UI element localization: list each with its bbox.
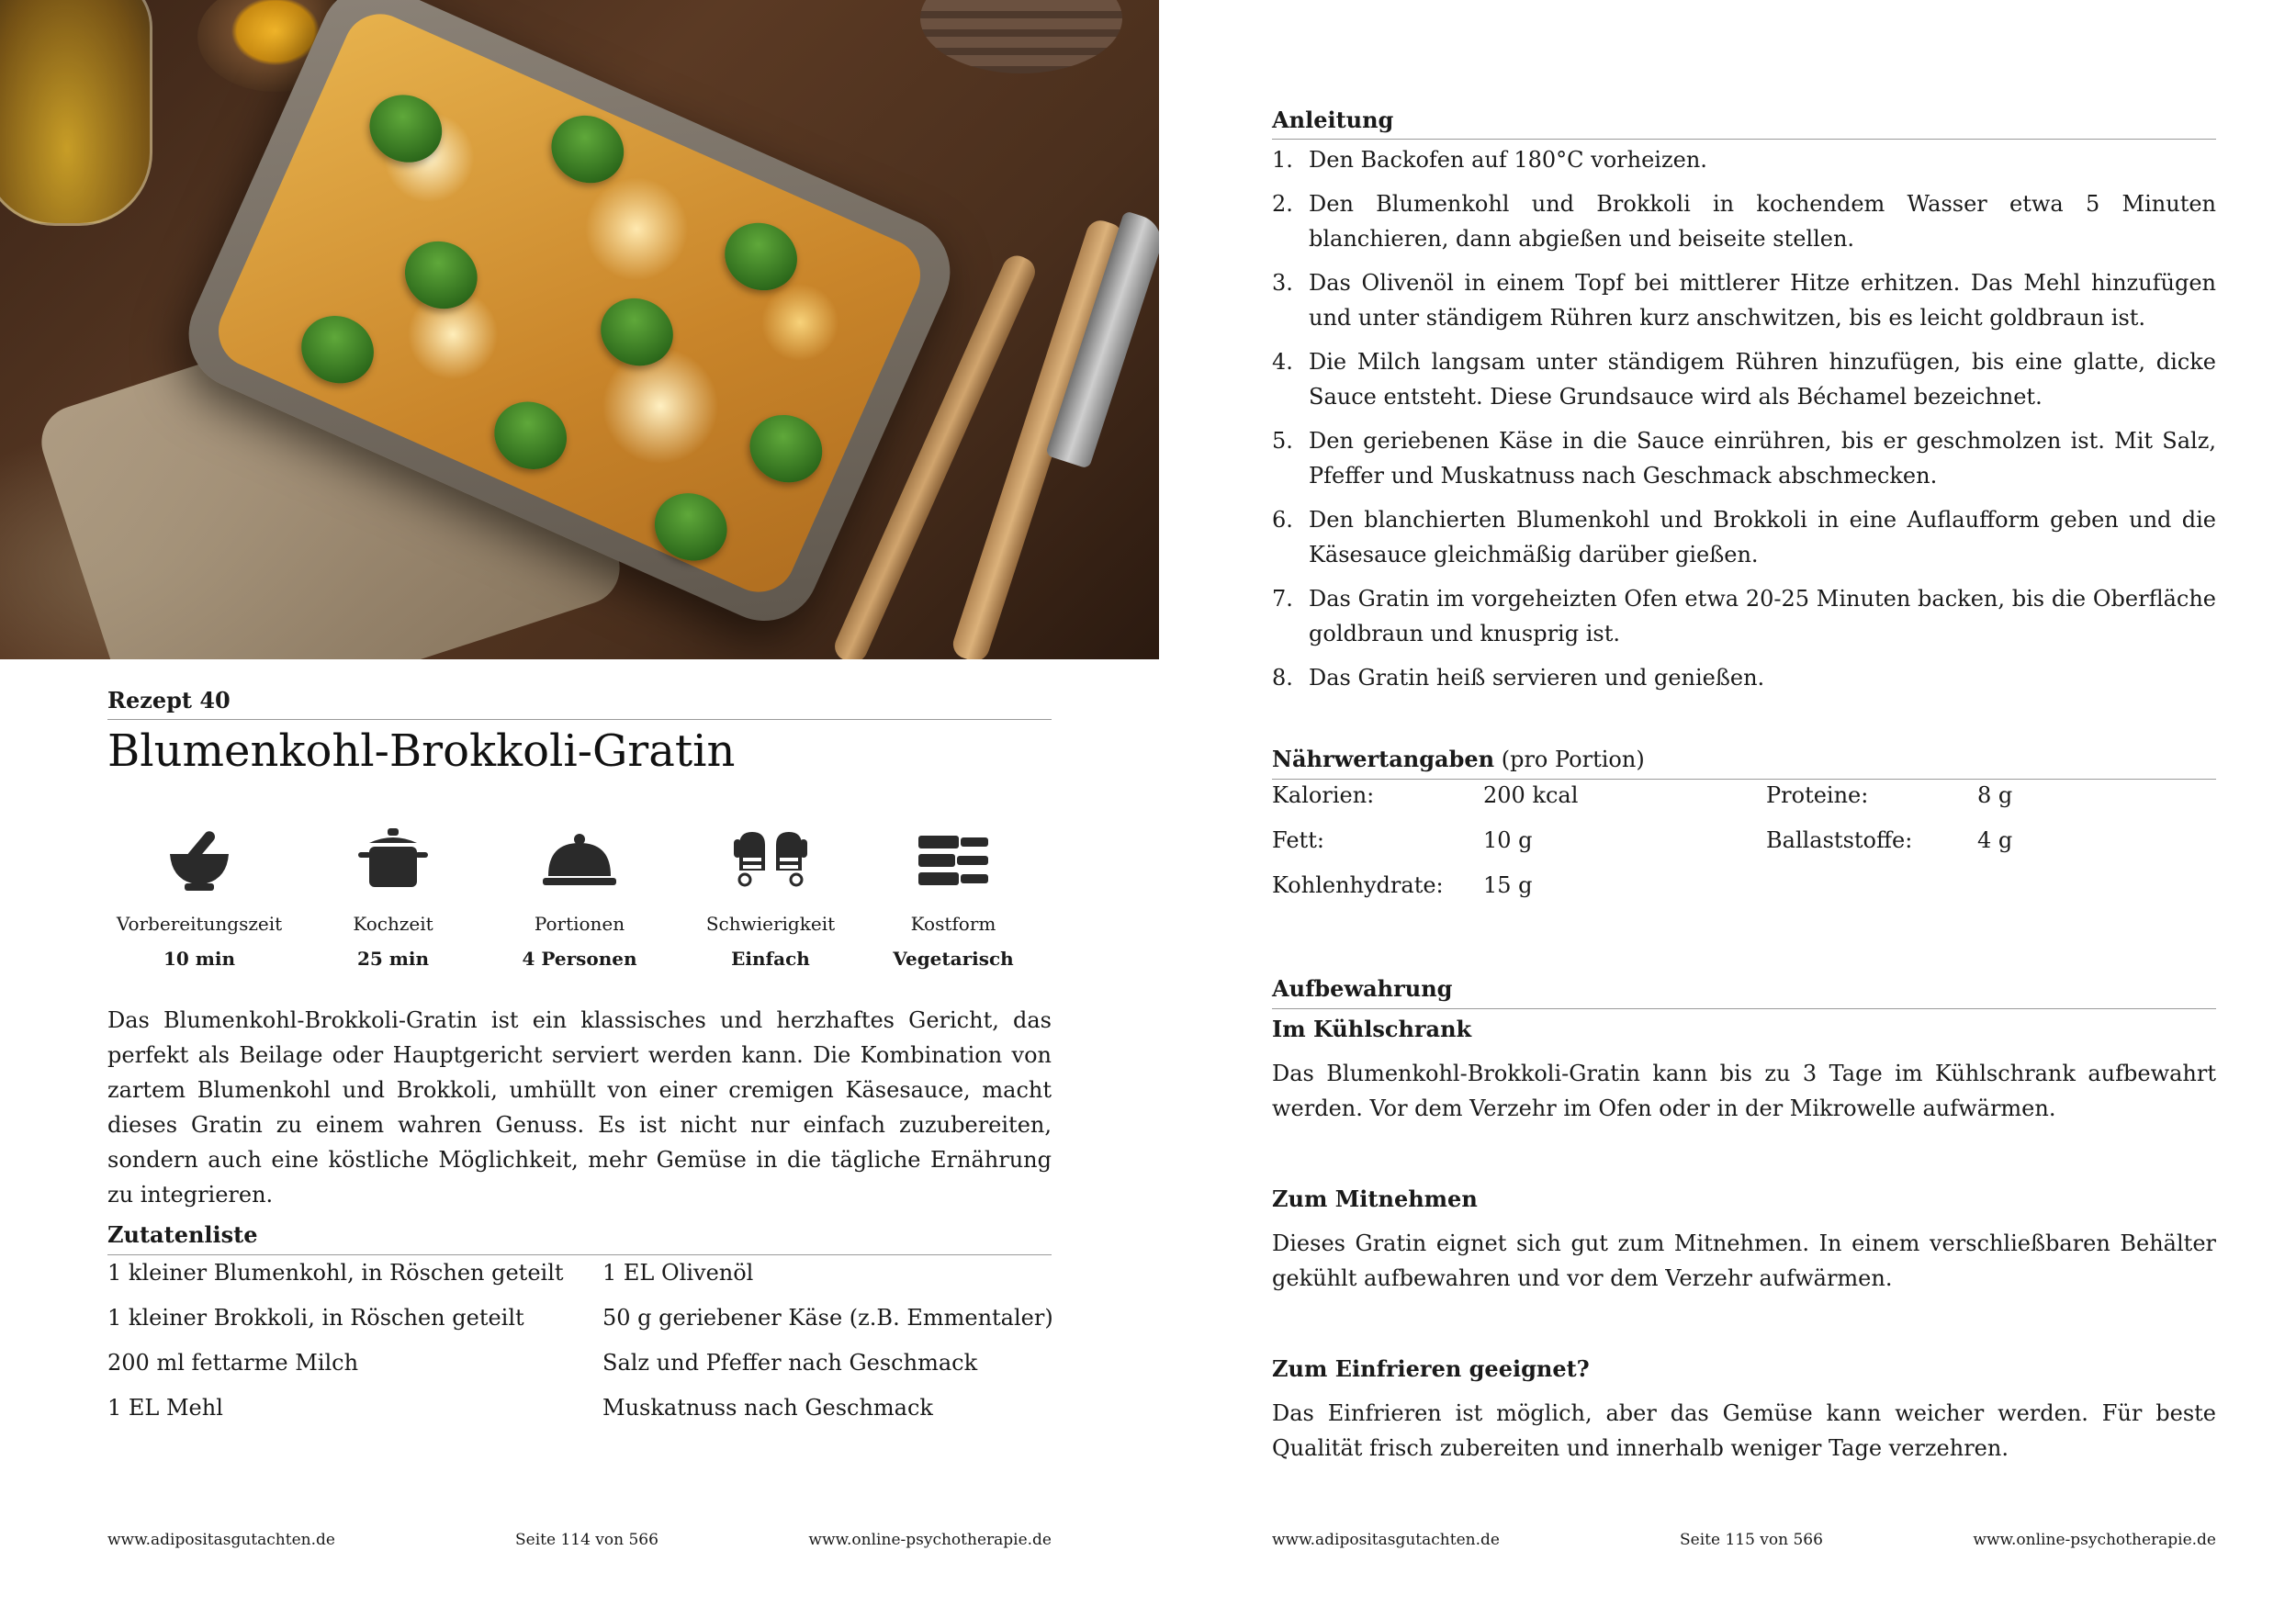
instruction-step: 7. Das Gratin im vorgeheizten Ofen etwa 20-25 Minuten backen, bis die Oberfläche goldbraun und knusprig ist.	[1272, 586, 2216, 646]
meta-label: Vorbereitungszeit	[116, 913, 283, 935]
meta-value: 10 min	[163, 948, 236, 970]
divider	[1272, 1008, 2216, 1009]
nutrition-value: 15 g	[1483, 872, 1533, 898]
meta-value: 25 min	[356, 948, 430, 970]
meta-label: Schwierigkeit	[705, 913, 836, 935]
olive-oil-bottle	[0, 0, 152, 226]
instruction-step: 1. Den Backofen auf 180°C vorheizen.	[1272, 147, 1707, 173]
ingredient-item: Salz und Pfeffer nach Geschmack	[602, 1350, 978, 1376]
meta-prep-time	[98, 826, 300, 970]
meta-difficulty	[670, 826, 872, 970]
meta-value: Einfach	[731, 948, 810, 970]
nutrition-value: 4 g	[1977, 827, 2013, 853]
footer-right-url[interactable]: www.online-psychotherapie.de	[1973, 1531, 2216, 1549]
nutrition-label: Kohlenhydrate:	[1272, 872, 1444, 898]
storage-takeaway-text: Dieses Gratin eignet sich gut zum Mitnehmen. In einem verschließbaren Behälter gekühlt aufbewahren und vor dem Verzehr aufwärmen.	[1272, 1230, 2216, 1291]
footer-right-url[interactable]: www.online-psychotherapie.de	[808, 1531, 1052, 1549]
divider	[107, 1254, 1052, 1255]
ingredient-item: 1 EL Mehl	[107, 1395, 223, 1421]
instruction-steps	[1272, 142, 2216, 704]
nutrition-label: Ballaststoffe:	[1766, 827, 1913, 853]
meta-cook-time	[292, 826, 494, 970]
instruction-step: 3. Das Olivenöl in einem Topf bei mittlerer Hitze erhitzen. Das Mehl hinzufügen und unter ständigem Rühren kurz anschwitzen, bis es leicht goldbraun ist.	[1272, 270, 2216, 331]
storage-takeaway-title: Zum Mitnehmen	[1272, 1185, 1478, 1212]
recipe-number: Rezept 40	[107, 687, 231, 713]
nutrition-value: 8 g	[1977, 782, 2013, 808]
plates-stack	[920, 0, 1122, 73]
nutrition-heading: Nährwertangaben (pro Portion)	[1272, 746, 1645, 772]
cooking-pot-icon	[356, 826, 430, 893]
footer-page-number: Seite 114 von 566	[515, 1531, 658, 1549]
footer-page-number: Seite 115 von 566	[1680, 1531, 1823, 1549]
ingredient-item: 1 kleiner Blumenkohl, in Röschen geteilt	[107, 1260, 564, 1286]
divider	[1272, 139, 2216, 140]
meta-label: Kostform	[910, 913, 996, 935]
instructions-heading: Anleitung	[1272, 107, 1394, 133]
right-page	[1148, 0, 2296, 1618]
meta-portions	[478, 826, 681, 970]
ingredients-heading: Zutatenliste	[107, 1221, 258, 1248]
meta-label: Kochzeit	[353, 913, 433, 935]
meta-diet	[852, 826, 1054, 970]
recipe-photo	[0, 0, 1159, 659]
recipe-title: Blumenkohl-Brokkoli-Gratin	[107, 725, 736, 777]
meta-value: Vegetarisch	[893, 948, 1014, 970]
ingredient-item: 1 kleiner Brokkoli, in Röschen geteilt	[107, 1305, 524, 1331]
divider	[1272, 779, 2216, 780]
serving-cloche-icon	[541, 826, 618, 893]
ingredient-item: 50 g geriebener Käse (z.B. Emmentaler)	[602, 1305, 1053, 1331]
meta-label: Portionen	[534, 913, 625, 935]
instruction-step: 6. Den blanchierten Blumenkohl und Brokkoli in eine Auflaufform geben und die Käsesauce gleichmäßig darüber gießen.	[1272, 507, 2216, 567]
instruction-step: 5. Den geriebenen Käse in die Sauce einrühren, bis er geschmolzen ist. Mit Salz, Pfeffer und Muskatnuss nach Geschmack abschmecken.	[1272, 428, 2216, 489]
footer-left-url[interactable]: www.adipositasgutachten.de	[1272, 1531, 1500, 1549]
instruction-step: 4. Die Milch langsam unter ständigem Rühren hinzufügen, bis eine glatte, dicke Sauce entsteht. Diese Grundsauce wird als Béchamel bezeichnet.	[1272, 349, 2216, 410]
footer-left-url[interactable]: www.adipositasgutachten.de	[107, 1531, 335, 1549]
nutrition-value: 10 g	[1483, 827, 1533, 853]
nutrition-label: Fett:	[1272, 827, 1324, 853]
storage-heading: Aufbewahrung	[1272, 975, 1453, 1002]
nutrition-label: Proteine:	[1766, 782, 1869, 808]
ingredient-item: Muskatnuss nach Geschmack	[602, 1395, 933, 1421]
divider	[107, 719, 1052, 720]
knife-handle	[950, 217, 1127, 659]
instruction-step: 8. Das Gratin heiß servieren und genießen.	[1272, 665, 1765, 691]
storage-fridge-text: Das Blumenkohl-Brokkoli-Gratin kann bis zu 3 Tage im Kühlschrank aufbewahrt werden. Vor dem Verzehr im Ofen oder in der Mikrowelle aufwärmen.	[1272, 1061, 2216, 1121]
meta-value: 4 Personen	[522, 948, 637, 970]
storage-fridge-title: Im Kühlschrank	[1272, 1016, 1472, 1042]
ingredient-item: 200 ml fettarme Milch	[107, 1350, 359, 1376]
mortar-pestle-icon	[163, 826, 236, 893]
recipe-description: Das Blumenkohl-Brokkoli-Gratin ist ein klassisches und herzhaftes Gericht, das perfekt als Beilage oder Hauptgericht serviert werden kann. Die Kombination von zartem Blumenkohl und Brokkoli, umhüllt von einer cremigen Käsesauce, macht dieses Gratin zu einem wahren Genuss. Es ist nicht nur einfach zuzubereiten, sondern auch eine köstliche Möglichkeit, mehr Gemüse in die tägliche Ernährung zu integrieren.	[107, 1007, 1052, 1208]
storage-freezer-title: Zum Einfrieren geeignet?	[1272, 1355, 1590, 1382]
ingredient-item: 1 EL Olivenöl	[602, 1260, 754, 1286]
nutrition-label: Kalorien:	[1272, 782, 1375, 808]
knives-icon	[915, 826, 992, 893]
storage-freezer-text: Das Einfrieren ist möglich, aber das Gemüse kann weicher werden. Für beste Qualität frisch zubereiten und innerhalb weniger Tage verzehren.	[1272, 1400, 2216, 1461]
nutrition-value: 200 kcal	[1483, 782, 1579, 808]
oven-mitts-icon	[732, 826, 809, 893]
instruction-step: 2. Den Blumenkohl und Brokkoli in kochendem Wasser etwa 5 Minuten blanchieren, dann abgießen und beiseite stellen.	[1272, 191, 2216, 252]
